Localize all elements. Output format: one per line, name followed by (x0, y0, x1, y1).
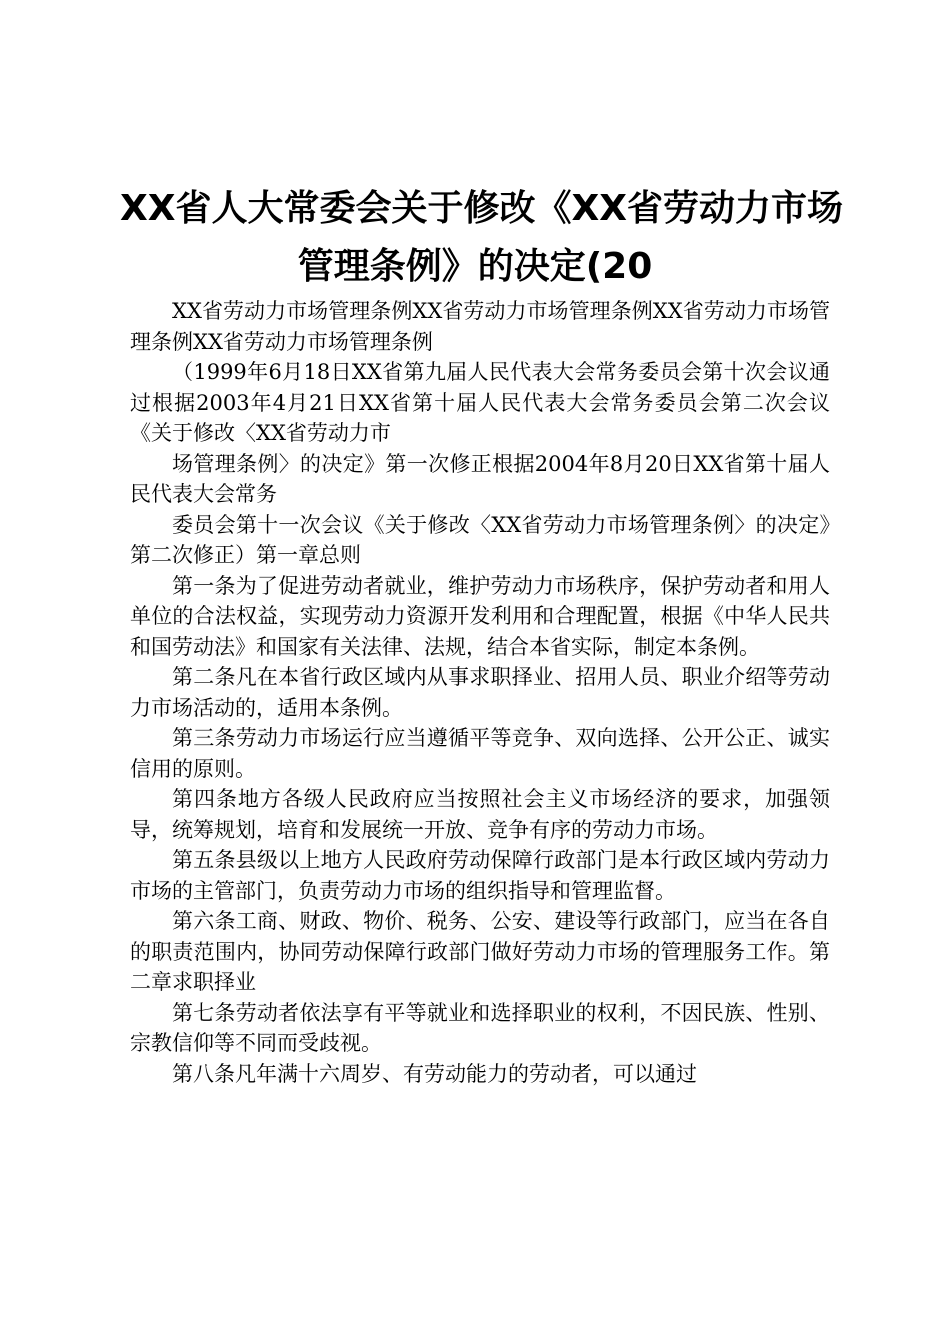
paragraph-history-1: （1999年6月18日XX省第九届人民代表大会常务委员会第十次会议通过根据2003年4月21日XX省第十届人民代表大会常务委员会第二次会议《关于修改〈XX省劳动力市 (130, 360, 830, 445)
paragraph-article-4: 第四条地方各级人民政府应当按照社会主义市场经济的要求，加强领导，统筹规划，培育和发展统一开放、竞争有序的劳动力市场。 (130, 787, 830, 842)
document-title (120, 180, 844, 296)
paragraph-article-2: 第二条凡在本省行政区域内从事求职择业、招用人员、职业介绍等劳动力市场活动的，适用本条例。 (130, 665, 830, 720)
paragraph-article-3: 第三条劳动力市场运行应当遵循平等竞争、双向选择、公开公正、诚实信用的原则。 (130, 726, 830, 781)
paragraph-article-1: 第一条为了促进劳动者就业，维护劳动力市场秩序，保护劳动者和用人单位的合法权益，实现劳动力资源开发利用和合理配置，根据《中华人民共和国劳动法》和国家有关法律、法规，结合本省实际，制定本条例。 (130, 573, 830, 659)
paragraph-article-7: 第七条劳动者依法享有平等就业和选择职业的权利，不因民族、性别、宗教信仰等不同而受歧视。 (130, 1000, 830, 1055)
paragraph-title-repeat: XX省劳动力市场管理条例XX省劳动力市场管理条例XX省劳动力市场管理条例XX省劳动力市场管理条例 (130, 299, 830, 354)
title-line-1: XX省人大常委会关于修改《XX省劳动力市场 (120, 188, 844, 229)
title-line-2: 管理条例》的决定(20 (297, 246, 653, 287)
paragraph-history-3: 委员会第十一次会议《关于修改〈XX省劳动力市场管理条例〉的决定》第二次修正）第一章总则 (130, 512, 830, 567)
paragraph-article-5: 第五条县级以上地方人民政府劳动保障行政部门是本行政区域内劳动力市场的主管部门，负责劳动力市场的组织指导和管理监督。 (130, 848, 830, 903)
paragraph-article-8: 第八条凡年满十六周岁、有劳动能力的劳动者，可以通过 (172, 1061, 697, 1086)
paragraph-history-2: 场管理条例〉的决定》第一次修正根据2004年8月20日XX省第十届人民代表大会常务 (130, 451, 830, 506)
paragraph-article-6: 第六条工商、财政、物价、税务、公安、建设等行政部门，应当在各自的职责范围内，协同劳动保障行政部门做好劳动力市场的管理服务工作。第二章求职择业 (130, 909, 830, 994)
document-body (130, 296, 830, 1089)
